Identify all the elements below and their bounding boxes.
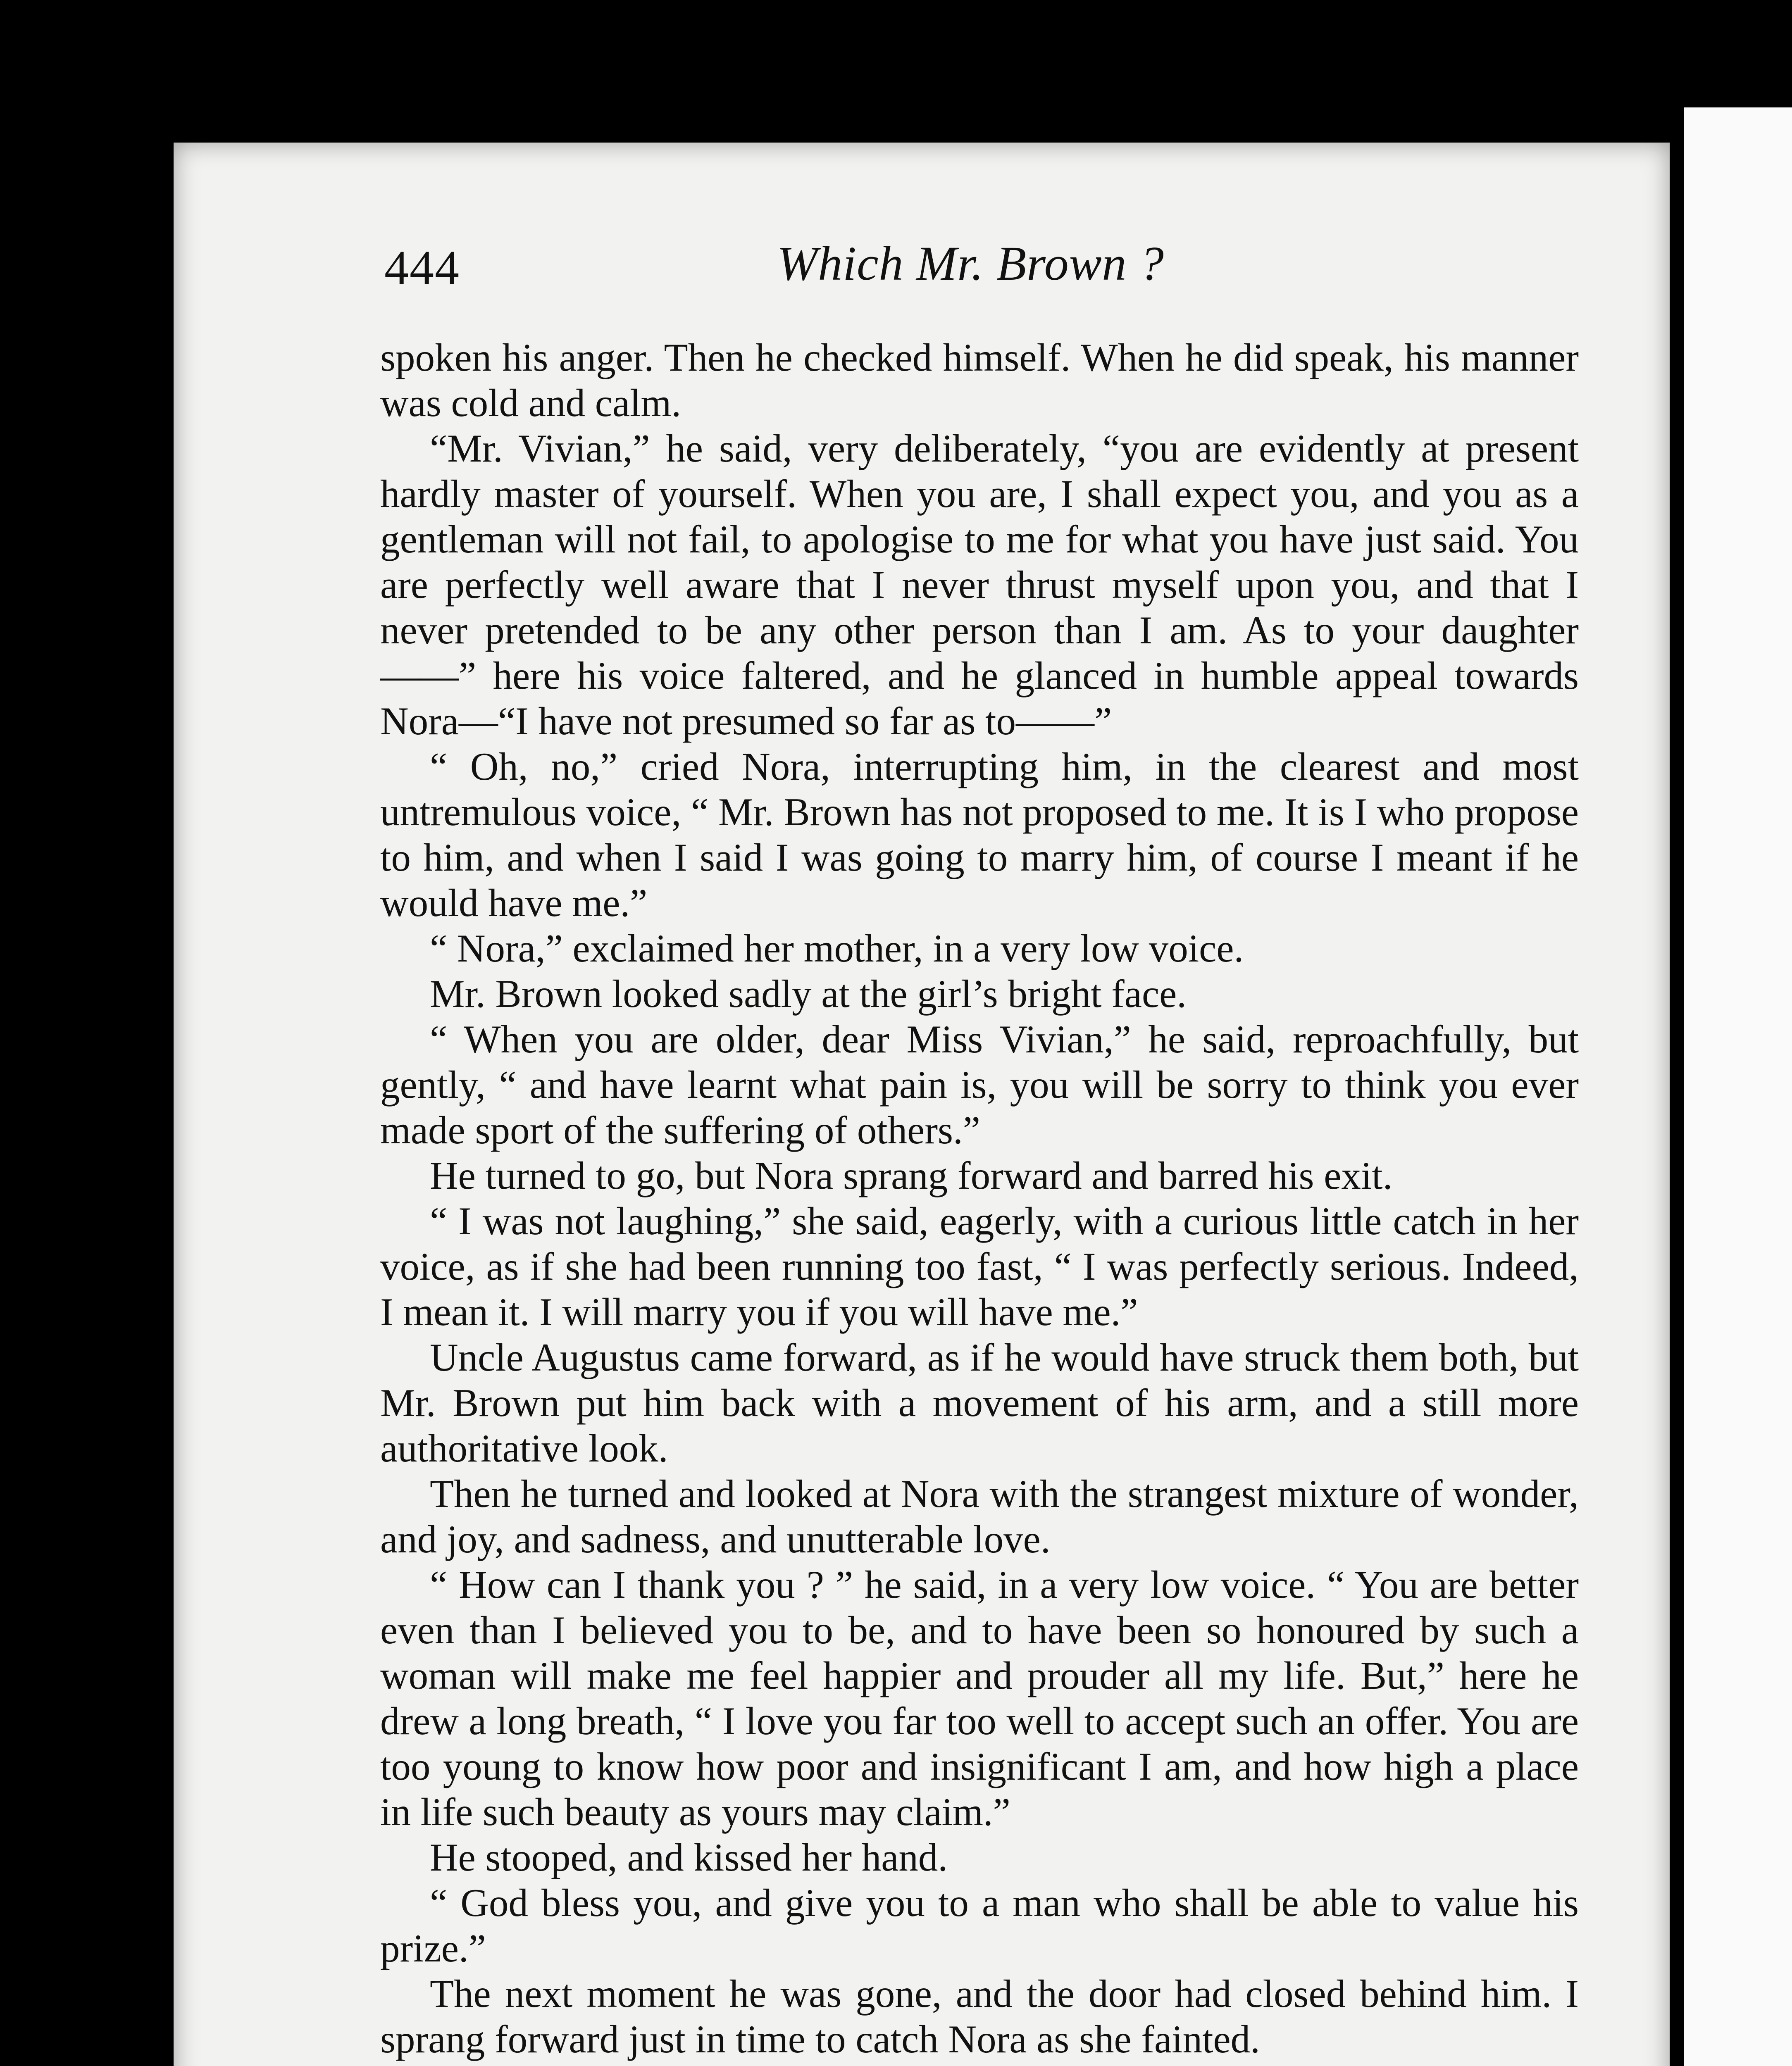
- paragraph: “ Nora,” exclaimed her mother, in a very low voice.: [430, 926, 1244, 970]
- page-number: 444: [384, 240, 460, 295]
- paragraph: He turned to go, but Nora sprang forward and barred his exit.: [430, 1154, 1393, 1197]
- paragraph: “ How can I thank you ? ” he said, in a very low voice. “ You are better even than I believed you to be, and to have been so honoured by such a woman will make me feel happier and prouder all my life. But,” here he drew a long breath, “ I love you far too well to accept such an offer. You are too young to know how poor and insignificant I am, and how high a place in life such beauty as yours may claim.”: [380, 1563, 1579, 1834]
- adjacent-page-edge: [1684, 107, 1792, 2066]
- paragraph: “ I was not laughing,” she said, eagerly, with a curious little catch in her voice, as if she had been running too fast, “ I was perfectly serious. Indeed, I mean it. I will marry you if you will have me.”: [380, 1199, 1579, 1334]
- paragraph: “ Oh, no,” cried Nora, interrupting him, in the clearest and most untremulous voice, “ Mr. Brown has not proposed to me. It is I who propose to him, and when I said I was going to marry him, of course I meant if he would have me.”: [380, 745, 1579, 925]
- page-header: [384, 236, 1624, 302]
- paragraph: Mr. Brown looked sadly at the girl’s bright face.: [430, 972, 1187, 1016]
- running-head: Which Mr. Brown ?: [777, 236, 1164, 290]
- paragraph: “ When you are older, dear Miss Vivian,” he said, reproachfully, but gently, “ and have learnt what pain is, you will be sorry to think you ever made sport of the suffering of others.”: [380, 1017, 1579, 1152]
- paragraph: “ God bless you, and give you to a man who shall be able to value his prize.”: [380, 1881, 1579, 1970]
- paragraph: The next moment he was gone, and the door had closed behind him. I sprang forward just in time to catch Nora as she fainted.: [380, 1972, 1579, 2061]
- body-text: [380, 335, 1579, 2066]
- paragraph: spoken his anger. Then he checked himself. When he did speak, his manner was cold and calm.: [380, 336, 1579, 425]
- paragraph: “Mr. Vivian,” he said, very deliberately, “you are evidently at present hardly master of yourself. When you are, I shall expect you, and you as a gentleman will not fail, to apologise to me for what you have just said. You are perfectly well aware that I never thrust myself upon you, and that I never pretended to be any other person than I am. As to your daughter ——” here his voice faltered, and he glanced in humble appeal towards Nora—“I have not presumed so far as to——”: [380, 426, 1579, 743]
- paragraph: Then he turned and looked at Nora with the strangest mixture of wonder, and joy, and sadness, and unutterable love.: [380, 1472, 1579, 1561]
- paragraph: He stooped, and kissed her hand.: [430, 1835, 948, 1879]
- paragraph: Uncle Augustus came forward, as if he would have struck them both, but Mr. Brown put him back with a movement of his arm, and a still more authoritative look.: [380, 1335, 1579, 1470]
